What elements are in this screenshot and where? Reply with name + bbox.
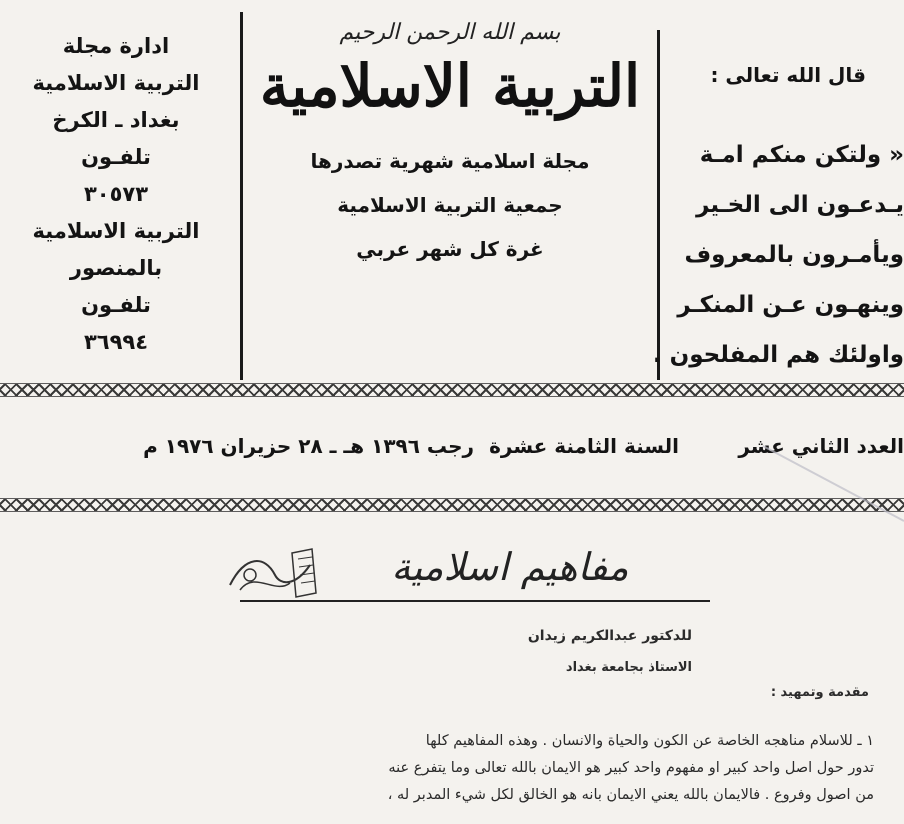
admin-line-4: تلفـون — [81, 145, 151, 169]
issue-date: رجب ١٣٩٦ هـ ـ ٢٨ حزيران ١٩٧٦ م — [143, 434, 474, 458]
masthead-subtitle-1: مجلة اسلامية شهرية تصدرها — [310, 149, 590, 173]
masthead-subtitle-3: غرة كل شهر عربي — [356, 237, 544, 261]
verse-line-4: وينهـون عـن المنكـر — [677, 292, 904, 318]
ornamental-border-bottom — [0, 498, 904, 512]
masthead-title: التربية الاسلامية — [259, 52, 641, 120]
ornamental-border-top — [0, 383, 904, 397]
article-author: للدكتور عبدالكريم زيدان — [527, 628, 692, 644]
section-heading: مقدمة وتمهيد : — [770, 685, 869, 700]
admin-line-5: ٣٠٥٧٣ — [83, 182, 149, 206]
issue-year: السنة الثامنة عشرة — [489, 434, 679, 458]
masthead-subtitle-2: جمعية التربية الاسلامية — [337, 193, 563, 217]
quran-verse-block — [652, 60, 904, 380]
author-affiliation: الاستاذ بجامعة بغداد — [565, 660, 692, 675]
body-line-1: ١ ـ للاسلام مناهجه الخاصة عن الكون والحياة والانسان . وهذه المفاهيم كلها — [425, 733, 874, 749]
body-line-3: من اصول وفروع . فالايمان بالله يعني الايمان بانه هو الخالق لكل شيء المدبر له ، — [387, 787, 874, 803]
publisher-address-block — [0, 28, 232, 361]
body-line-2: تدور حول اصل واحد كبير او مفهوم واحد كبير هو الايمان بالله تعالى وما يتفرع عنه — [388, 760, 874, 776]
basmala: بسم الله الرحمن الرحيم — [339, 20, 561, 45]
admin-line-9: ٣٦٩٩٤ — [83, 330, 149, 354]
verse-intro: قال الله تعالى : — [710, 63, 866, 87]
admin-line-2: التربية الاسلامية — [32, 71, 200, 95]
admin-line-7: بالمنصور — [69, 256, 163, 280]
issue-number: العدد الثاني عشر — [738, 434, 904, 458]
admin-line-3: بغداد ـ الكرخ — [52, 108, 180, 132]
left-column-divider — [240, 12, 243, 380]
article-title: مفاهيم اسلامية — [391, 545, 629, 589]
title-underline — [240, 600, 710, 602]
admin-line-6: التربية الاسلامية — [32, 219, 200, 243]
verse-line-2: يـدعـون الى الخـير — [696, 192, 904, 218]
verse-line-1: « ولتكن منكم امـة — [699, 142, 904, 168]
admin-line-8: تلفـون — [81, 293, 151, 317]
masthead — [255, 20, 645, 271]
verse-line-5: واولئك هم المفلحون . — [652, 342, 904, 368]
article-body — [14, 728, 874, 809]
issue-info-line — [0, 434, 904, 474]
verse-line-3: ويأمـرون بالمعروف — [684, 242, 904, 268]
admin-line-1: ادارة مجلة — [62, 34, 170, 58]
